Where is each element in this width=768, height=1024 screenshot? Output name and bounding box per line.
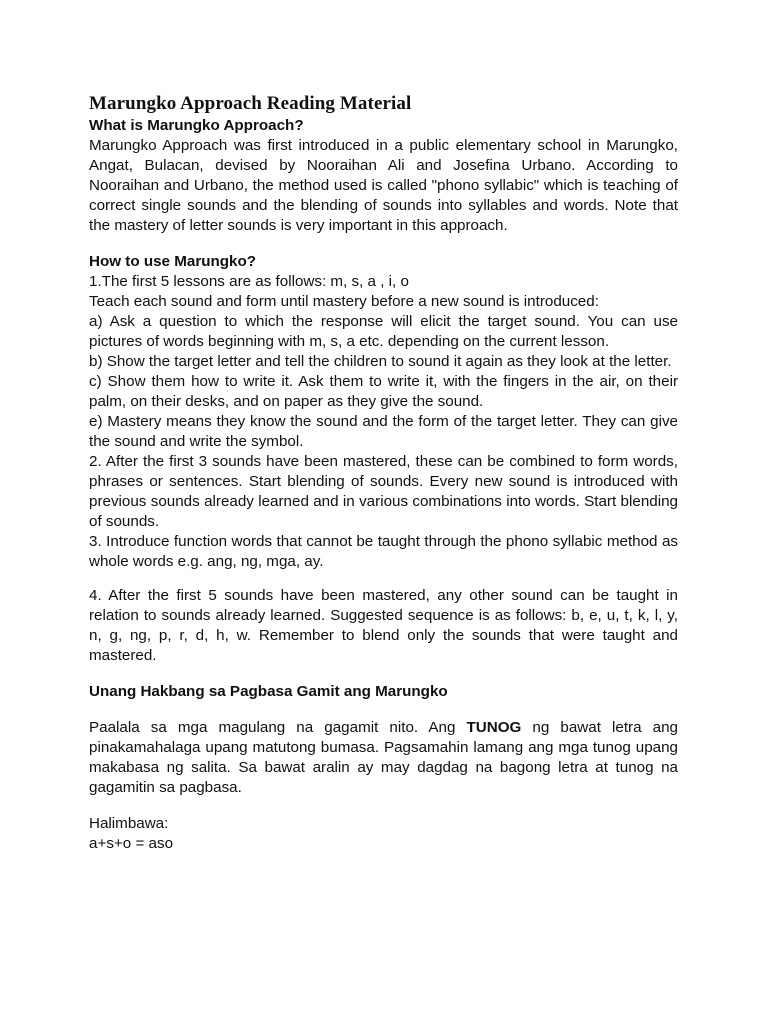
- reminder-text-start: Paalala sa mga magulang na gagamit nito. Ang: [89, 719, 467, 736]
- list-item-b: b) Show the target letter and tell the children to sound it again as they look at the letter.: [89, 353, 672, 370]
- list-item-c: c) Show them how to write it. Ask them to write it, with the fingers in the air, on their palm, on their desks, and on paper as they give the sound.: [89, 373, 678, 410]
- step-4: 4. After the first 5 sounds have been mastered, any other sound can be taught in relation to sounds already learned. Suggested sequence is as follows: b, e, u, t, k, l, y, n, g, ng, p, r, d, h, w. Remember to blend only the sounds that were taught and mastered.: [89, 587, 678, 664]
- list-item-e: e) Mastery means they know the sound and the form of the target letter. They can give the sound and write the symbol.: [89, 413, 678, 450]
- list-item-a: a) Ask a question to which the response will elicit the target sound. You can use pictures of words beginning with m, s, a etc. depending on the current lesson.: [89, 313, 678, 350]
- emphasis-tunog: TUNOG: [466, 719, 522, 736]
- step-1: 1.The first 5 lessons are as follows: m, s, a , i, o: [89, 273, 409, 290]
- step-3: 3. Introduce function words that cannot be taught through the phono syllabic method as whole words e.g. ang, ng, mga, ay.: [89, 533, 678, 570]
- section-heading-how-to-use: How to use Marungko?: [89, 253, 257, 270]
- example-text: a+s+o = aso: [89, 835, 174, 852]
- reminder-text-end: ng bawat letra ang pinakamahalaga upang matutong bumasa. Pagsamahin lamang ang mga tunog upang makabasa ng salita. Sa bawat aralin ay may dagdag na bagong letra at tunog na gagamitin sa pagbasa.: [89, 719, 678, 796]
- intro-paragraph: Marungko Approach was first introduced in a public elementary school in Marungko, Angat, Bulacan, devised by Nooraihan Ali and Josefina Urbano. According to Nooraihan and Urbano, the method used is called "phono syllabic" which is teaching of correct single sounds and the blending of sounds into syllables and words. Note that the mastery of letter sounds is very important in this approach.: [89, 137, 678, 234]
- example-label: Halimbawa:: [89, 815, 169, 832]
- reminder-paragraph: [89, 718, 678, 798]
- step-2: 2. After the first 3 sounds have been mastered, these can be combined to form words, phrases or sentences. Start blending of sounds. Every new sound is introduced with previous sounds already learned and in various combinations into words. Start blending of sounds.: [89, 453, 678, 530]
- teach-intro: Teach each sound and form until mastery before a new sound is introduced:: [89, 293, 599, 310]
- section-heading-unang-hakbang: Unang Hakbang sa Pagbasa Gamit ang Marungko: [89, 683, 448, 700]
- document-title: Marungko Approach Reading Material: [89, 93, 412, 114]
- section-heading-what-is: What is Marungko Approach?: [89, 117, 304, 134]
- document-page: [89, 92, 678, 854]
